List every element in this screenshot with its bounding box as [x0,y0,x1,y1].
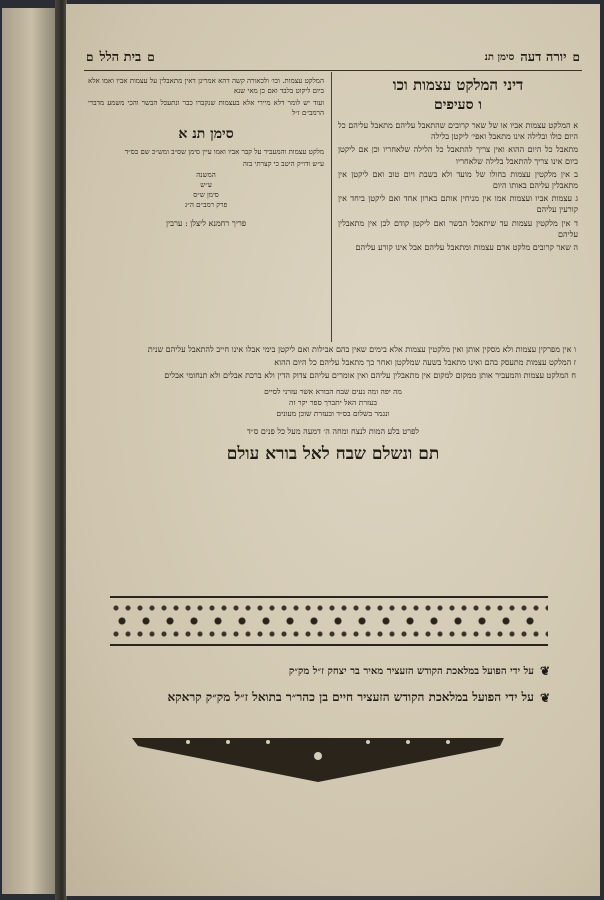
poem-line: מה יפה ומה נעים שבח הבורא אשר עזרני לסיים [264,386,402,396]
printer-credit-text: על ידי הפועל במלאכת הקודש הזעציר מאיר בר יצחק ז״ל מק״ק [288,665,534,677]
paragraph: מתאבל כל היום ההוא ואין צריך להתאבל כל הלילה שלאחריו וכן אם ליקטן ביום אינו צריך להתאבל בלילה שלאחריו [338,145,578,166]
header-rule [84,70,582,71]
reference: פרק רמב״ם ה״ג [184,201,228,209]
fleuron-icon: ﬦ [572,49,580,64]
paragraph: ה שאר קרובים מלקט אדם עצמות ומתאבל עליהם אבל אינו קורע עליהם [355,243,578,253]
paragraph: ד אין מלקטין עצמות עד שיתאכל הבשר ואם ליקטן קודם לכן אין מתאבלין עליהם [338,218,578,239]
closing-formula: תם ונשלם שבח לאל בורא עולם [226,443,440,464]
header-siman: סימן תנ [484,51,515,63]
commentary-paragraph: ועוד יש לומר דלא מיירי אלא בעצמות שנקברו כבר ונתעכל הבשר והכי משמע מדברי הרמב״ם ז״ל [88,99,324,117]
header-section-title: יורה דעה [520,50,567,65]
header-right [485,49,580,65]
paragraph: ג עצמות אביו ועצמות אמו אין מניחין אותם בארון אחד ואם ליקטן ביחד אין קורעין עליהם [338,194,578,215]
chapter-subtitle: ו סעיפים [433,97,483,113]
printer-credit [116,664,550,678]
commentary-signature: פריך רחמנא ליצלן : ערבין [165,219,247,228]
page-header [86,44,580,70]
facing-page-edge [2,8,58,894]
printer-credit [116,690,550,705]
full-width-section [90,344,576,464]
fleuron-icon: ﬦ [86,49,94,64]
header-book-title: בית הלל [99,50,142,65]
decorative-ornament-band [110,596,548,646]
tailpiece-ornament-icon [128,732,508,786]
reference: המשנה [196,171,216,179]
column-divider [331,72,332,342]
poem-line: ונגמר בשלום בס״ד ובעזרת שוכן מעונים [276,408,390,418]
fleuron-icon: ﬦ [147,49,155,64]
printer-credit-text: על ידי הפועל במלאכת הקודש הזעציר חיים בן כהר״ר בתואל ז״ל מק״ק קראקא [167,690,534,704]
reference: ע״ש [200,181,212,189]
paragraph: ח המלקט עצמות והמעביר אותן ממקום למקום אין מתאבלין עליהם ואין אומרים עליהם צדוק הדין ולא ברכת אבלים ולא תנחומי אבלים [164,371,576,381]
poem-line: בעזרת האל יתברך ספר יקר זה [289,397,377,407]
paragraph: א המלקט עצמות אביו או של שאר קרובים שהתאבל עליהם מתאבל עליהם כל היום כולו ובלילה אינו מתאבל ואפי׳ ליקטן בלילה [338,121,578,142]
fleuron-icon: ❦ [539,664,550,678]
book-page [66,4,600,896]
commentary-column [88,76,324,228]
commentary-paragraph: המלקט עצמות. וכו׳ ולכאורה קשה דהא אמרינן דאין מתאבלין על עצמות אביו ואמו אלא ביום ליקוט בלבד ואם כן מאי שנא [88,77,324,95]
siman-heading: סימן תנ א [178,126,234,142]
reference: סימן ש״ס [193,191,219,199]
closing-poem [90,386,576,419]
main-text-column [338,76,578,255]
colophon-date: לפרט בלע המות לנצח ומחה ה׳ דמעה מעל כל פנים ס״ד [246,426,420,436]
paragraph: ב אין מלקטין עצמות בחולו של מועד ולא בשבת ויום טוב ואם ליקטן אין מתאבלין עליהם באותו היום [338,169,578,191]
paragraph: ו אין מפרקין עצמות ולא מסקין אותן ואין מלקטין עצמות אלא בימים שאין בהם אבילות ואם ליקטן בימי אבלו אינו חייב להתאבל עליהם שנית [147,345,576,354]
fleuron-icon: ❦ [539,690,550,705]
commentary-paragraph: ע״ש ודו״ק היטב כי קצרתי בזה [242,160,324,168]
chapter-title: דיני המלקט עצמות וכו [392,76,524,94]
commentary-paragraph: מלקט עצמות והמעביר על קבר אביו ואמו עיין סימן שס״ב ומש״כ שם בס״ד [124,148,324,156]
paragraph: ז המלקט עצמות מתעסק בהם ואינו מתאבל בשעה שמלקטן ואחר כך מתאבל עליהם כל היום ההוא [274,358,576,368]
header-left [86,49,155,65]
